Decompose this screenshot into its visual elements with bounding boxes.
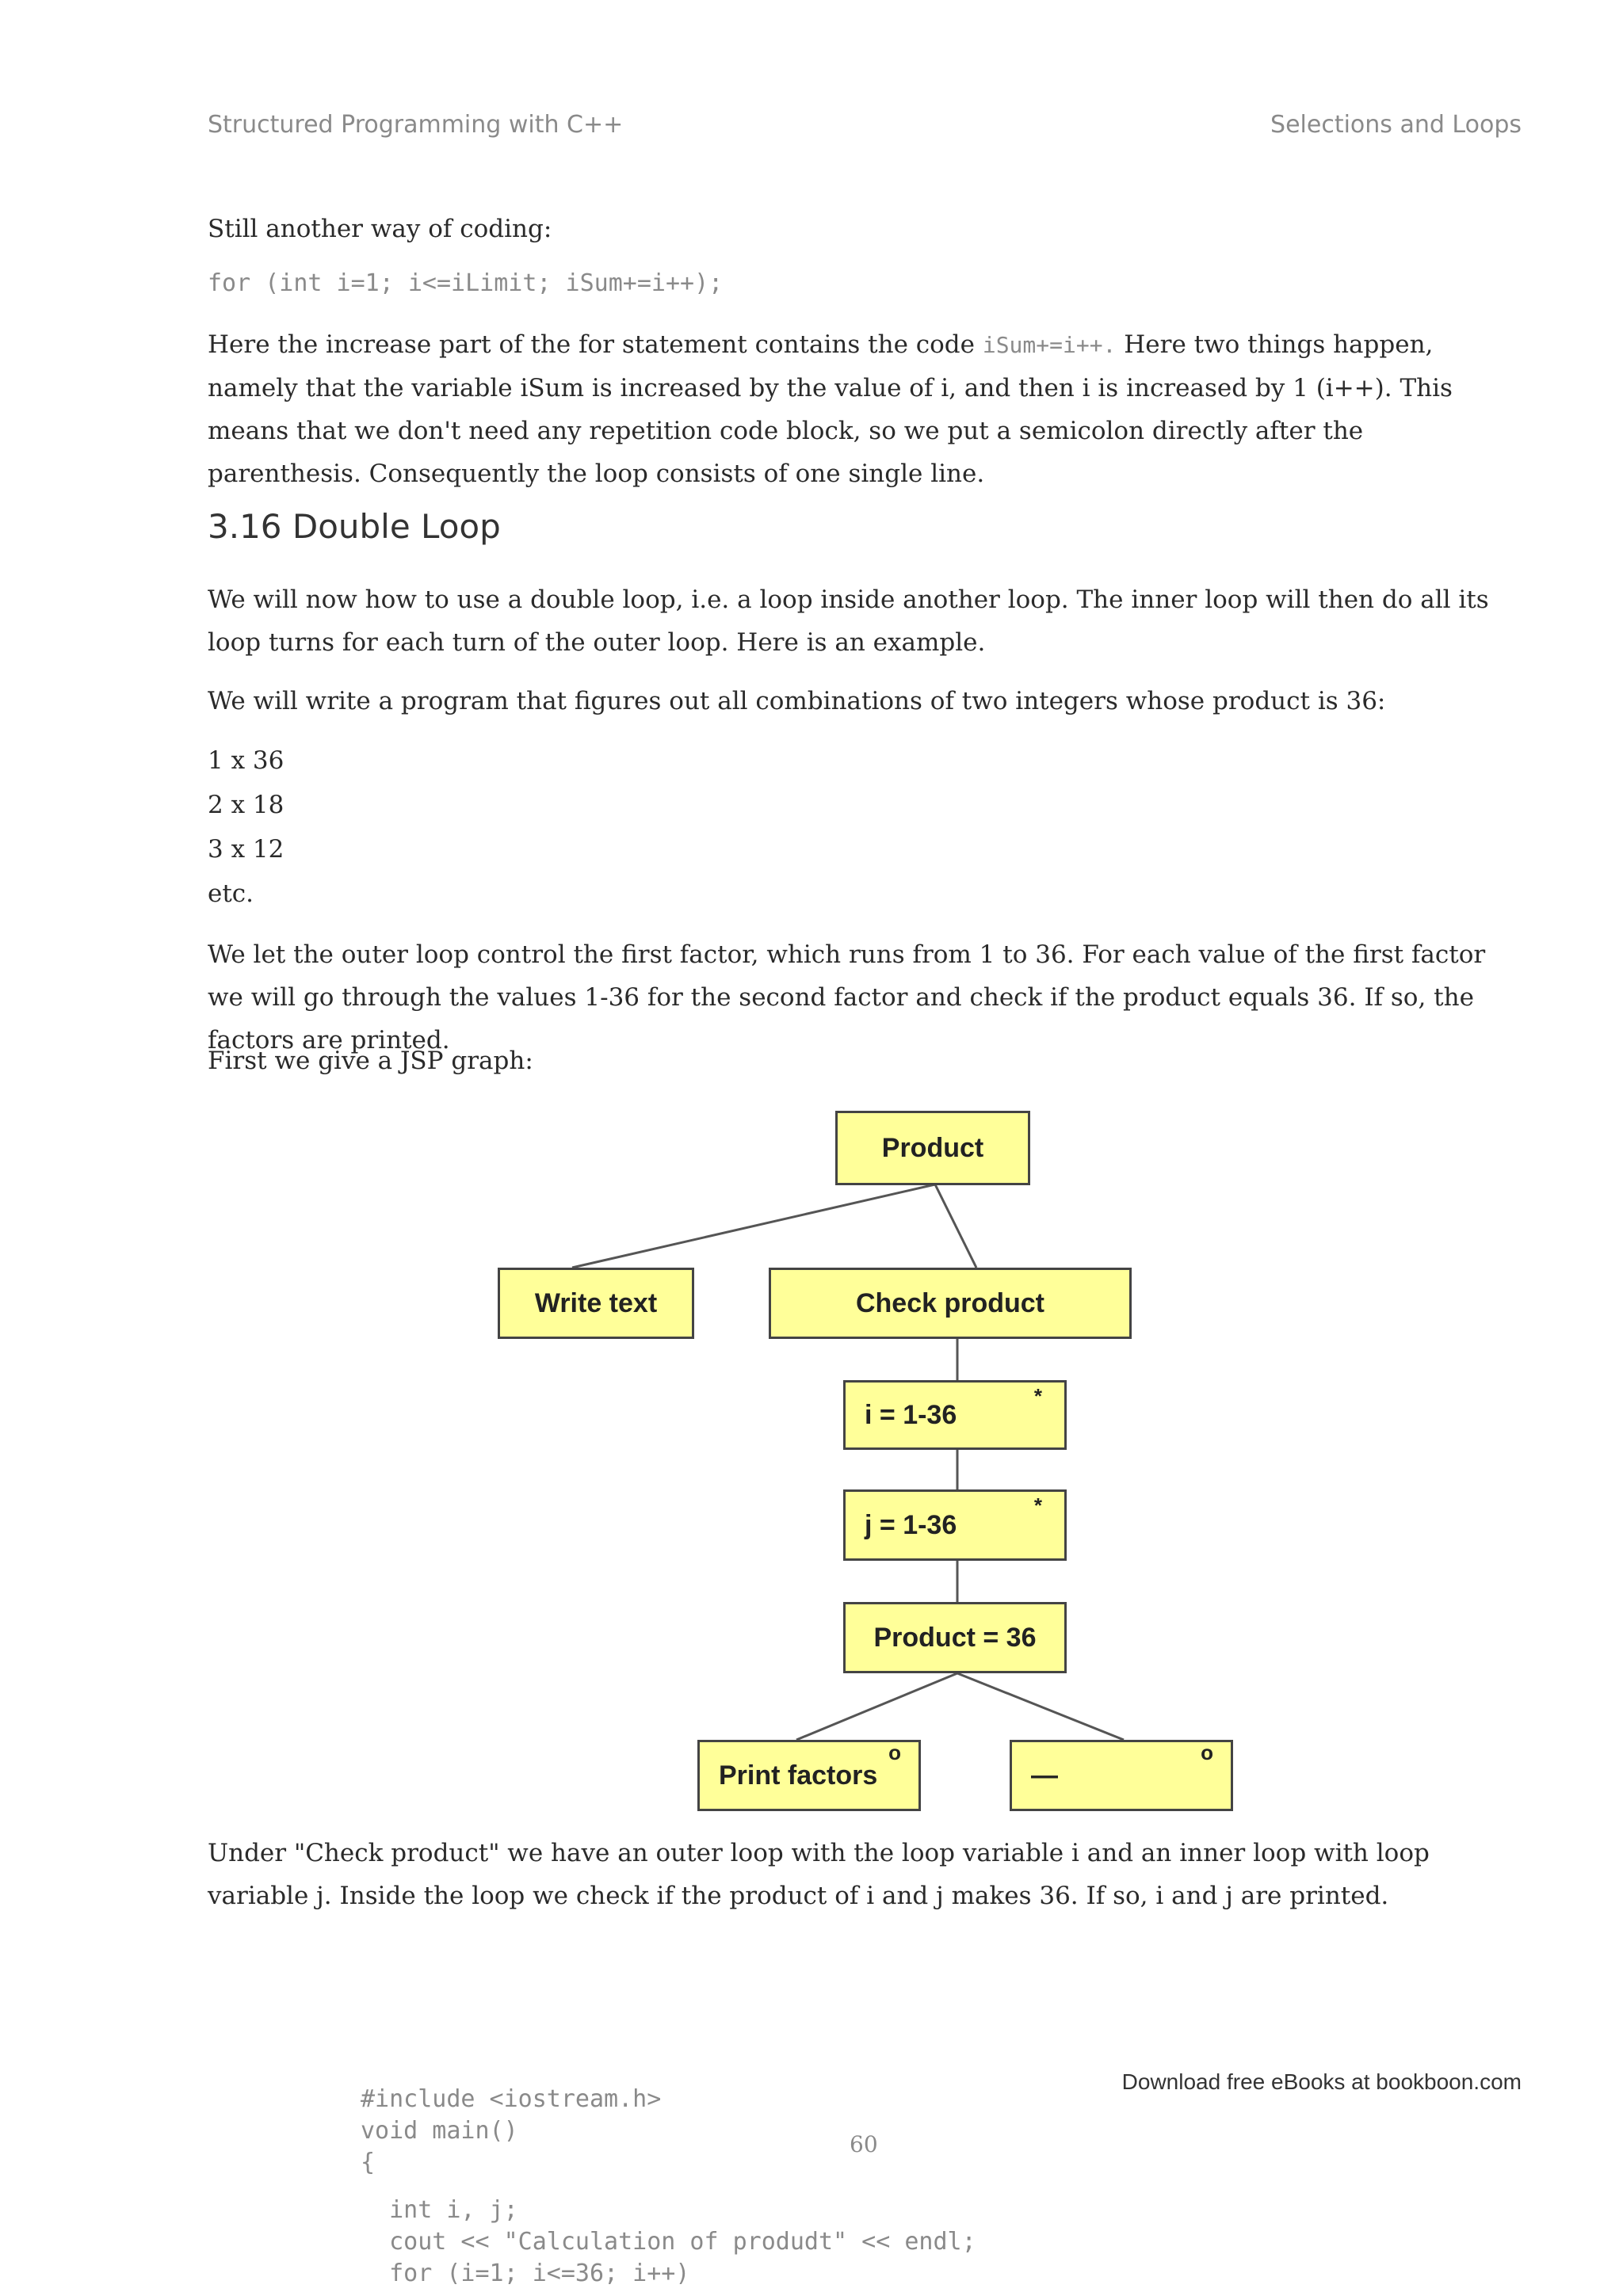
- intro-inline-code: iSum+=i++.: [982, 332, 1117, 358]
- section-paragraph-4: First we give a JSP graph:: [208, 1047, 533, 1075]
- section-paragraph-2: We will write a program that figures out all combinations of two integers whose product is 36:: [208, 687, 1386, 715]
- list-item: 2 x 18: [208, 791, 285, 819]
- list-item: 1 x 36: [208, 746, 285, 775]
- iteration-mark: *: [1033, 1384, 1042, 1408]
- code-line: void main(): [361, 2117, 518, 2145]
- section-paragraph-3: We let the outer loop control the first factor, which runs from 1 to 36. For each value of the first factor we will go through the values 1-36 for the second factor and check if the product equals 36. If so, the factors are printed.: [208, 940, 1486, 1055]
- selection-mark: o: [1201, 1741, 1213, 1764]
- jsp-node-check-product: [769, 1268, 1132, 1339]
- section-paragraph-5: Under "Check product" we have an outer loop with the loop variable i and an inner loop with loop variable j. Inside the loop we check if the product of i and j makes 36. If so, i and j are printed.: [208, 1839, 1430, 1910]
- jsp-node-write-text-label: Write text: [534, 1287, 658, 1318]
- jsp-node-loop-j: [843, 1489, 1067, 1561]
- jsp-node-product-label: Product: [881, 1132, 984, 1163]
- jsp-node-empty-branch: [1010, 1740, 1233, 1811]
- running-header-title: Structured Programming with C++: [208, 111, 624, 139]
- intro-lead: Still another way of coding:: [208, 215, 552, 243]
- footer-link[interactable]: Download free eBooks at bookboon.com: [1121, 2069, 1522, 2094]
- list-item: 3 x 12: [208, 835, 285, 864]
- code-line: {: [361, 2149, 376, 2176]
- code-line: int i, j;: [361, 2196, 518, 2224]
- intro-paragraph-text-2: Here two things happen, namely that the variable iSum is increased by the value of i, and then i is increased by 1 (i++). This means that we don't need any repetition code block, so we put a semicolon directly after the parenthesis. Consequently the loop consists of one single line.: [208, 330, 1453, 488]
- code-line: #include <iostream.h>: [361, 2085, 662, 2113]
- jsp-node-print-factors-label: Print factors: [719, 1760, 878, 1791]
- section-paragraph-1: We will now how to use a double loop, i.e. a loop inside another loop. The inner loop will then do all its loop turns for each turn of the outer loop. Here is an example.: [208, 585, 1489, 657]
- connector-condition-empty: [957, 1673, 1124, 1740]
- intro-code: for (int i=1; i<=iLimit; iSum+=i++);: [208, 269, 724, 297]
- jsp-node-condition: [843, 1602, 1067, 1673]
- iteration-mark: *: [1033, 1493, 1042, 1517]
- running-header-chapter: Selections and Loops: [1270, 111, 1522, 139]
- selection-mark: o: [888, 1741, 901, 1764]
- jsp-node-empty-branch-label: —: [1031, 1760, 1058, 1791]
- list-item: etc.: [208, 879, 254, 908]
- jsp-node-loop-j-label: j = 1-36: [865, 1509, 957, 1540]
- jsp-node-loop-i: [843, 1380, 1067, 1450]
- jsp-node-loop-i-label: i = 1-36: [865, 1399, 957, 1430]
- connector-product-write: [572, 1184, 935, 1268]
- connector-condition-print: [796, 1673, 957, 1740]
- jsp-node-check-product-label: Check product: [855, 1287, 1045, 1318]
- intro-paragraph-text-1: Here the increase part of the for statement contains the code: [208, 330, 983, 359]
- jsp-node-product: [835, 1111, 1030, 1185]
- code-line: for (i=1; i<=36; i++): [361, 2260, 690, 2287]
- jsp-node-condition-label: Product = 36: [873, 1622, 1037, 1653]
- jsp-node-write-text: [498, 1268, 694, 1339]
- jsp-node-print-factors: [697, 1740, 921, 1811]
- page-number: 60: [850, 2131, 878, 2157]
- code-line: cout << "Calculation of produdt" << endl;: [361, 2228, 976, 2256]
- section-heading: 3.16 Double Loop: [208, 507, 501, 546]
- connector-product-check: [935, 1184, 976, 1268]
